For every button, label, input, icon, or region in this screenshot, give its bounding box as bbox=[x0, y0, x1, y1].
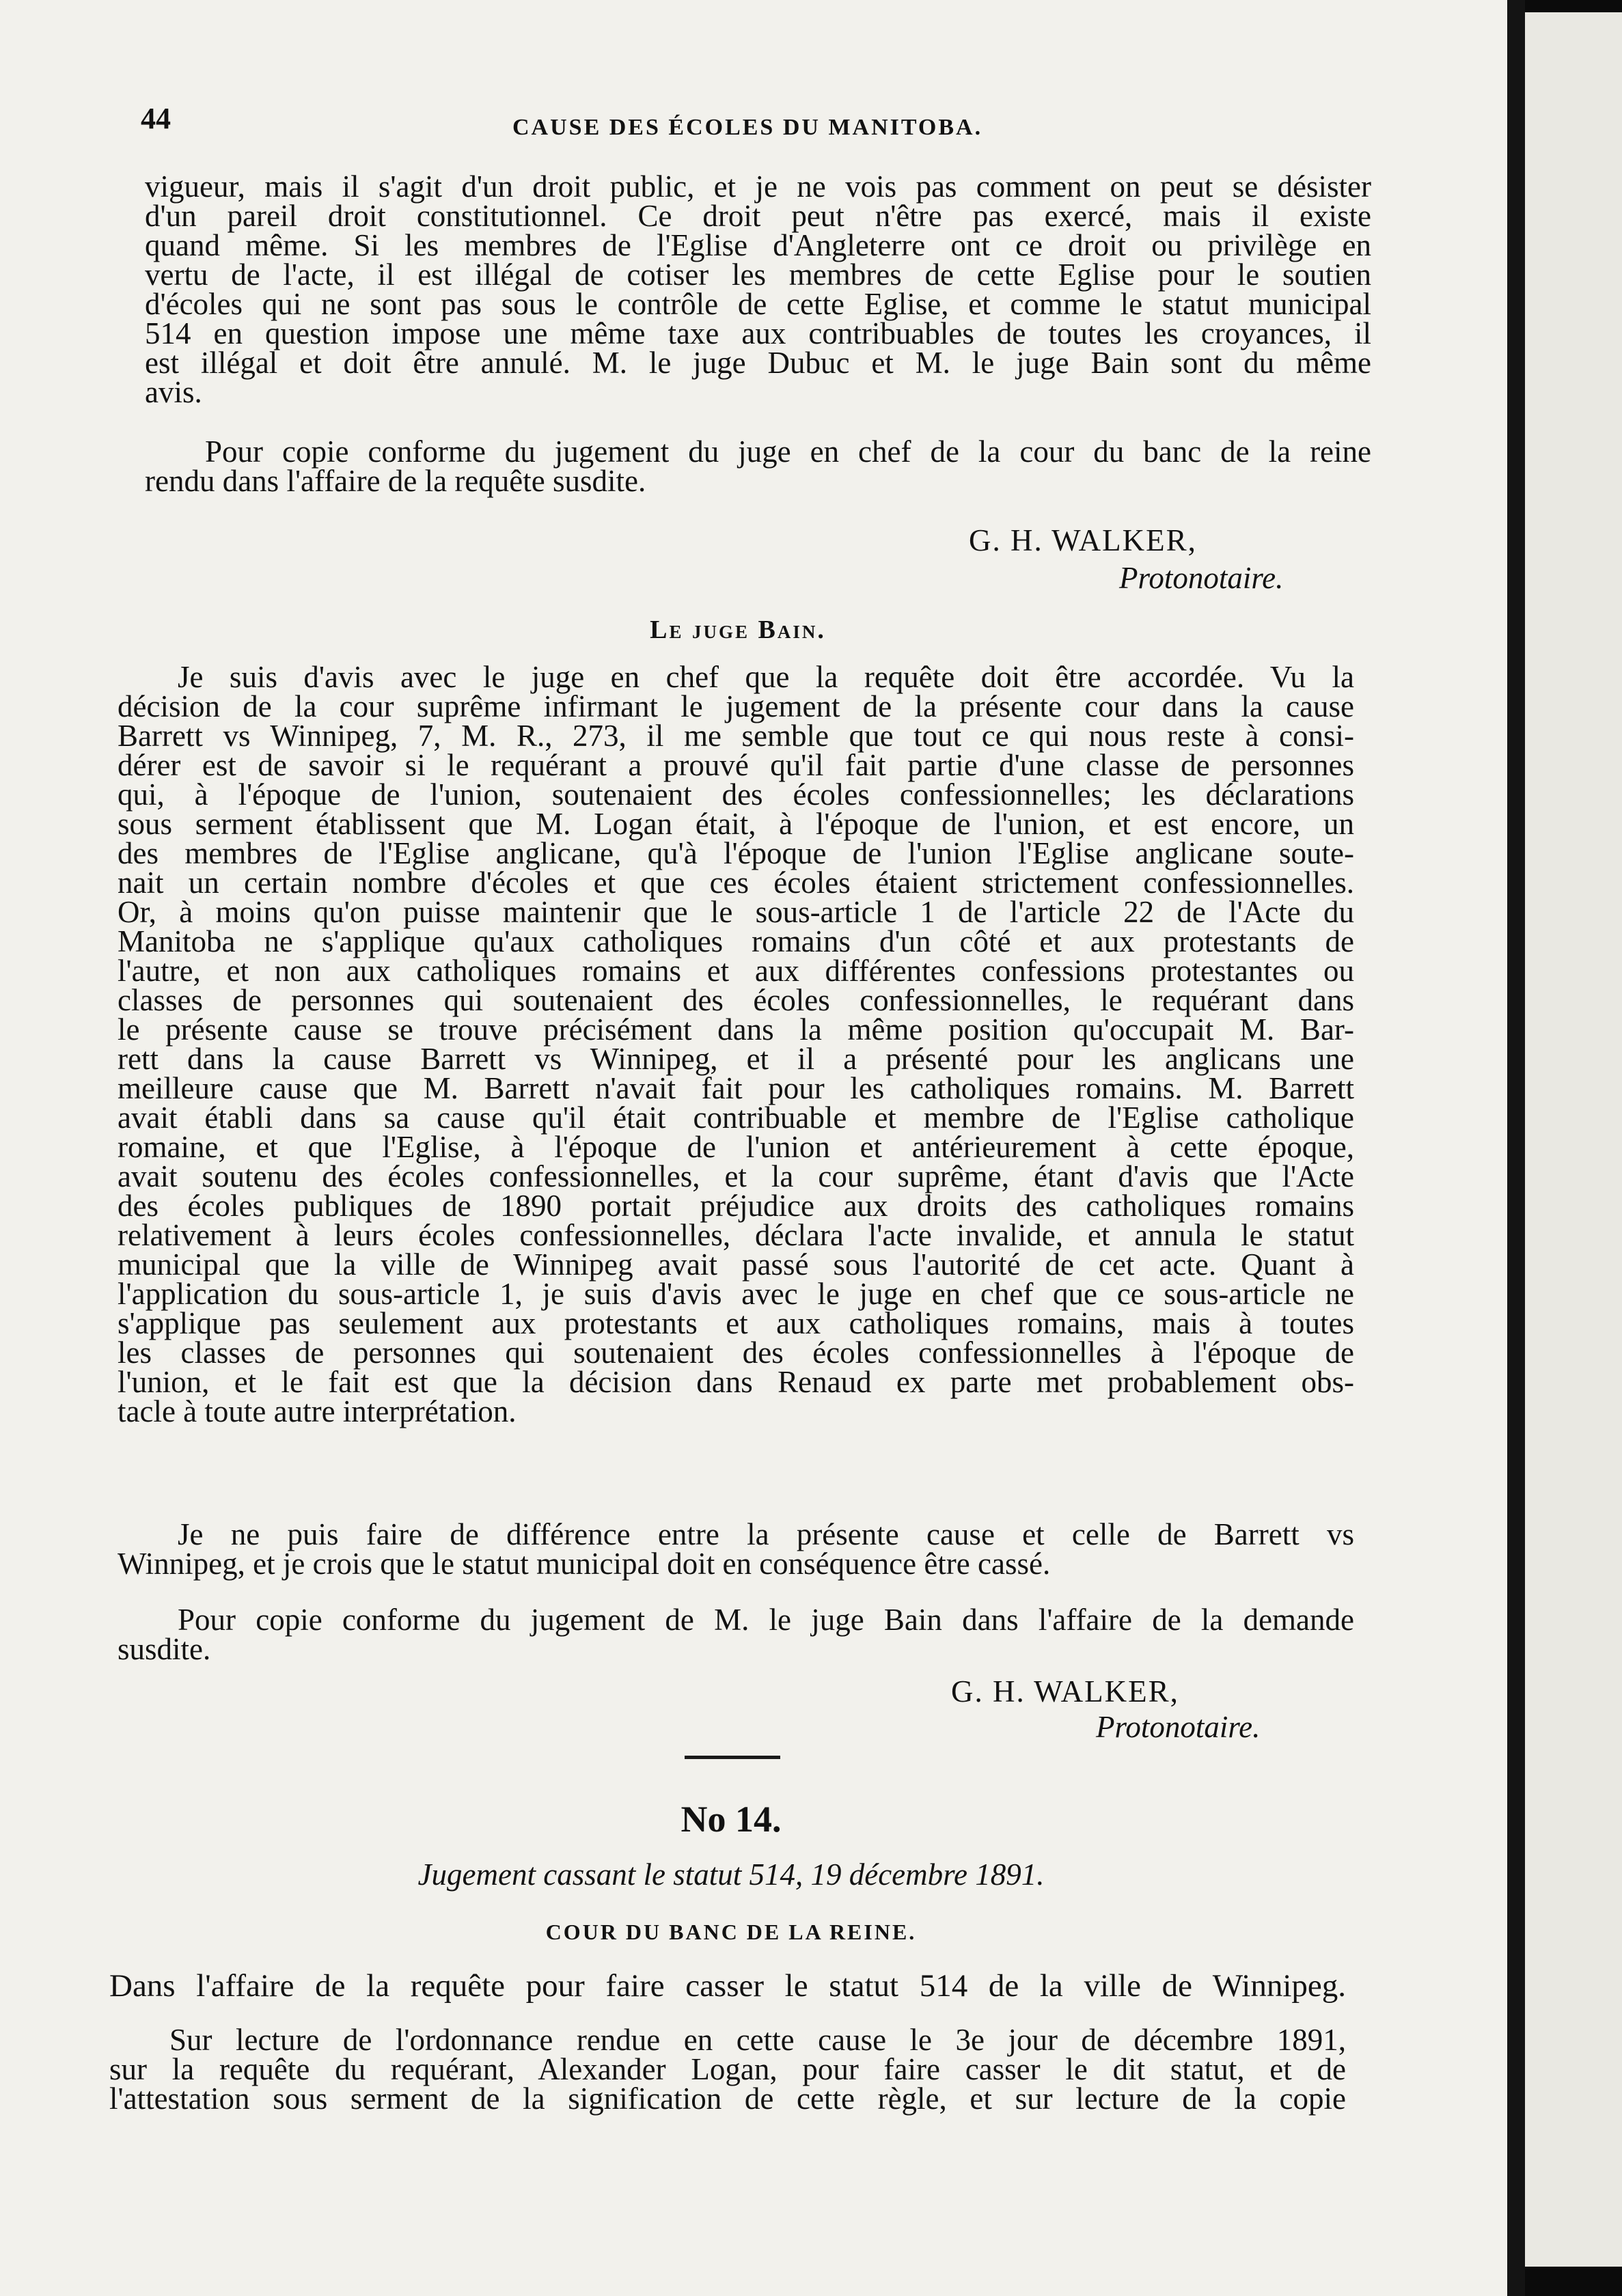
text-line: sur la requête du requérant, Alexander Logan, pour faire casser le dit statut, et de bbox=[109, 2052, 1346, 2086]
text-line: des écoles publiques de 1890 portait préjudice aux droits des catholiques romains bbox=[118, 1189, 1354, 1223]
text-line: nait un certain nombre d'écoles et que ces écoles étaient strictement confessionnelles. bbox=[118, 866, 1354, 900]
text-line: meilleure cause que M. Barrett n'avait fait pour les catholiques romains. M. Barrett bbox=[118, 1071, 1354, 1105]
subtitle-year: 1891. bbox=[967, 1857, 1045, 1892]
text-line: 514 en question impose une même taxe aux contribuables de toutes les croyances, il bbox=[145, 316, 1371, 350]
text-line: les classes de personnes qui soutenaient des écoles confessionnelles à l'époque de bbox=[118, 1336, 1354, 1370]
text-line: Or, à moins qu'on puisse maintenir que le sous-article 1 de l'article 22 de l'Acte du bbox=[118, 895, 1354, 929]
text-line: vertu de l'acte, il est illégal de cotiser les membres de cette Eglise pour le soutien bbox=[145, 258, 1371, 292]
text-line: sous serment établissent que M. Logan était, à l'époque de l'union, et est encore, un bbox=[118, 807, 1354, 841]
text-line: des membres de l'Eglise anglicane, qu'à l'époque de l'union l'Eglise anglicane soute- bbox=[118, 836, 1354, 870]
text-line: avait établi dans sa cause qu'il était contribuable et membre de l'Eglise catholique bbox=[118, 1101, 1354, 1135]
text-line: dérer est de savoir si le requérant a prouvé qu'il fait partie d'une classe de personnes bbox=[118, 748, 1354, 782]
text-line: s'applique pas seulement aux protestants et aux catholiques romains, mais à toutes bbox=[118, 1306, 1354, 1340]
signature-title: Protonotaire. bbox=[1096, 1710, 1261, 1744]
matter-line: Dans l'affaire de la requête pour faire casser le statut 514 de la ville de Winnipeg. bbox=[109, 1968, 1346, 2004]
subtitle-italic: Jugement cassant le statut bbox=[417, 1857, 742, 1892]
text-line: Sur lecture de l'ordonnance rendue en cette cause le 3e jour de décembre 1891, bbox=[169, 2023, 1346, 2057]
text-line: l'application du sous-article 1, je suis d'avis avec le juge en chef que ce sous-article ne bbox=[118, 1277, 1354, 1311]
document-subtitle bbox=[0, 1857, 1462, 1892]
page-number: 44 bbox=[141, 102, 171, 135]
text-line: le présente cause se trouve précisément dans la même position qu'occupait M. Bar- bbox=[118, 1012, 1354, 1047]
text-line: est illégal et doit être annulé. M. le juge Dubuc et M. le juge Bain sont du même bbox=[145, 346, 1371, 380]
text-line: tacle à toute autre interprétation. bbox=[118, 1394, 517, 1428]
text-line: Je ne puis faire de différence entre la présente cause et celle de Barrett vs bbox=[178, 1517, 1354, 1551]
text-line: Manitoba ne s'applique qu'aux catholiques romains d'un côté et aux protestants de bbox=[118, 924, 1354, 958]
text-line: Pour copie conforme du jugement de M. le juge Bain dans l'affaire de la demande bbox=[178, 1603, 1354, 1637]
text-line: romaine, et que l'Eglise, à l'époque de l'union et antérieurement à cette époque, bbox=[118, 1130, 1354, 1164]
text-line: susdite. bbox=[118, 1632, 211, 1666]
text-line: d'un pareil droit constitutionnel. Ce droit peut n'être pas exercé, mais il existe bbox=[145, 199, 1371, 233]
text-line: qui, à l'époque de l'union, soutenaient des écoles confessionnelles; les déclarations bbox=[118, 777, 1354, 812]
text-line: quand même. Si les membres de l'Eglise d'Angleterre ont ce droit ou privilège en bbox=[145, 228, 1371, 262]
text-line: Barrett vs Winnipeg, 7, M. R., 273, il me semble que tout ce qui nous reste à consi- bbox=[118, 719, 1354, 753]
document-number: No 14. bbox=[681, 1799, 782, 1840]
next-page-edge bbox=[1525, 12, 1622, 2267]
paragraph-copy-certification bbox=[118, 1605, 1354, 1664]
signature-title: Protonotaire. bbox=[1119, 561, 1284, 595]
text-line: rendu dans l'affaire de la requête susdite. bbox=[145, 464, 646, 498]
paragraph-copy-certification bbox=[145, 434, 1371, 498]
text-line: l'union, et le fait est que la décision dans Renaud ex parte met probablement obs- bbox=[118, 1365, 1354, 1399]
text-line: municipal que la ville de Winnipeg avait passé sous l'autorité de cet acte. Quant à bbox=[118, 1247, 1354, 1282]
signature-name: G. H. WALKER, bbox=[951, 1674, 1179, 1709]
text-line: rett dans la cause Barrett vs Winnipeg, et il a présenté pour les anglicans une bbox=[118, 1042, 1354, 1076]
text-line: l'autre, et non aux catholiques romains et aux différentes confessions protestantes ou bbox=[118, 954, 1354, 988]
text-line: vigueur, mais il s'agit d'un droit public, et je ne vois pas comment on peut se désister bbox=[145, 169, 1371, 204]
subtitle-italic-month: décembre bbox=[849, 1857, 967, 1892]
text-line: décision de la cour suprême infirmant le jugement de la présente cour dans la cause bbox=[118, 689, 1354, 723]
section-heading: Le juge Bain. bbox=[650, 616, 826, 644]
signature-name: G. H. WALKER, bbox=[969, 523, 1197, 557]
subtitle-text: 514, 19 bbox=[741, 1857, 849, 1892]
court-name: COUR DU BANC DE LA REINE. bbox=[545, 1920, 917, 1944]
running-head: CAUSE DES ÉCOLES DU MANITOBA. bbox=[512, 115, 983, 140]
text-line: l'attestation sous serment de la signification de cette règle, et sur lecture de la copie bbox=[109, 2081, 1346, 2116]
paragraph-opinion bbox=[118, 660, 1354, 1428]
text-line: avis. bbox=[145, 375, 202, 409]
text-line: d'écoles qui ne sont pas sous le contrôle de cette Eglise, et comme le statut municipal bbox=[145, 287, 1371, 321]
paragraph-conclusion bbox=[118, 1517, 1354, 1581]
paragraph-judgment-start bbox=[109, 2025, 1346, 2114]
text-line: Winnipeg, et je crois que le statut municipal doit en conséquence être cassé. bbox=[118, 1547, 1051, 1581]
text-line: Pour copie conforme du jugement du juge en chef de la cour du banc de la reine bbox=[205, 434, 1371, 469]
text-line: Je suis d'avis avec le juge en chef que la requête doit être accordée. Vu la bbox=[178, 660, 1354, 694]
paragraph-continuation bbox=[145, 169, 1371, 409]
page-gutter bbox=[1507, 0, 1525, 2296]
text-line: classes de personnes qui soutenaient des écoles confessionnelles, le requérant dans bbox=[118, 983, 1354, 1017]
text-line: avait soutenu des écoles confessionnelles, et la cour suprême, étant d'avis que l'Acte bbox=[118, 1159, 1354, 1193]
text-line: relativement à leurs écoles confessionnelles, déclara l'acte invalide, et annula le statut bbox=[118, 1218, 1354, 1252]
section-divider bbox=[685, 1756, 780, 1759]
